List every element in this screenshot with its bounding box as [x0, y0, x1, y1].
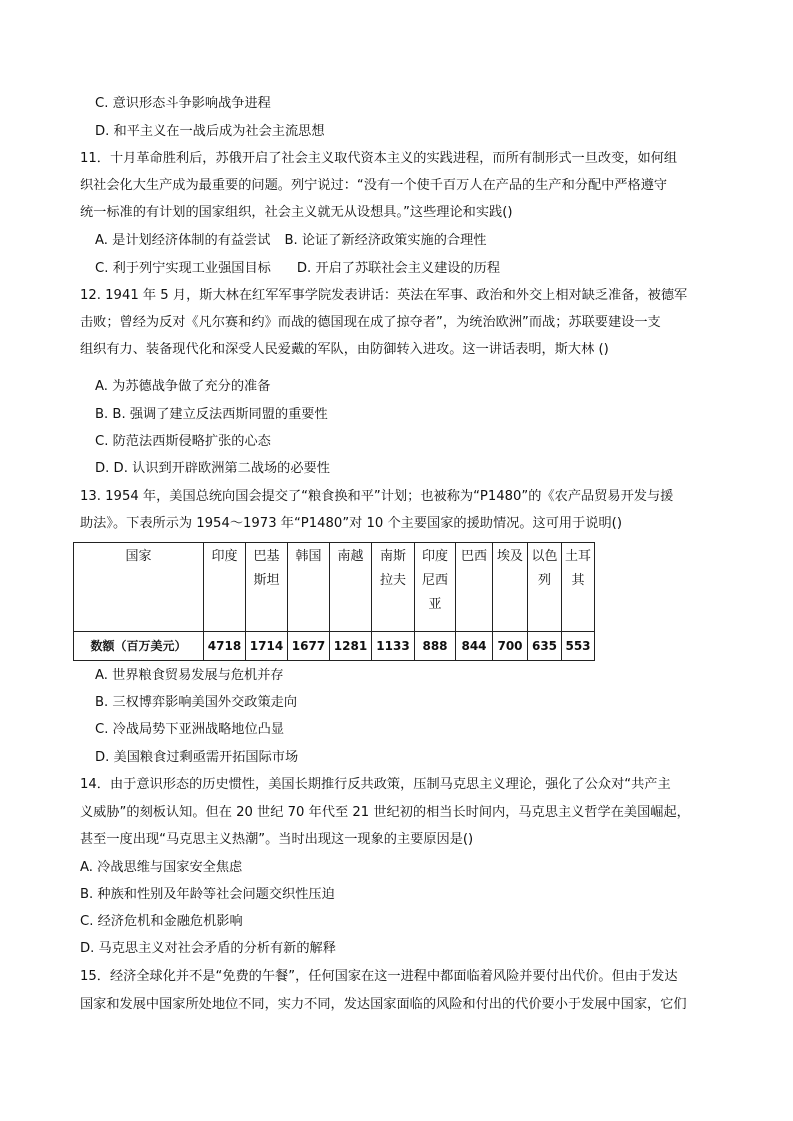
header-text: 国家	[125, 549, 152, 564]
header-cell-south-vietnam	[330, 543, 372, 632]
table-header-row	[74, 543, 595, 632]
q14-option-a: A. 冷战思维与国家安全焦虑	[80, 860, 243, 875]
q11-option-d: D. 开启了苏联社会主义建设的历程	[296, 261, 501, 276]
header-text: 尼西	[421, 573, 448, 588]
header-text: 土耳	[564, 549, 591, 564]
q14-stem-line-1: 14．由于意识形态的历史惯性，美国长期推行反共政策，压制马克思主义理论，强化了公众对“共产主	[80, 777, 671, 792]
value-cell: 700	[493, 632, 528, 661]
table-data-row	[74, 632, 595, 661]
header-text: 埃及	[496, 549, 523, 564]
q13-option-d: D. 美国粮食过剩亟需开拓国际市场	[95, 750, 299, 765]
value-cell: 635	[528, 632, 562, 661]
header-cell-israel	[528, 543, 562, 632]
q11-stem-line-3: 统一标准的有计划的国家组织，社会主义就无从设想具。”这些理论和实践()	[80, 205, 513, 220]
header-text: 斯坦	[253, 573, 280, 588]
q10-option-c: C. 意识形态斗争影响战争进程	[95, 96, 271, 111]
header-text: 以色	[531, 549, 558, 564]
header-cell-turkey	[562, 543, 595, 632]
q14-stem-line-2: 义威胁”的刻板认知。但在 20 世纪 70 年代至 21 世纪初的相当长时间内，马克思主义哲学在美国崛起，	[80, 805, 690, 820]
value-cell: 1714	[246, 632, 288, 661]
header-cell-indonesia	[415, 543, 456, 632]
q15-stem-line-2: 国家和发展中国家所处地位不同，实力不同，发达国家面临的风险和付出的代价要小于发展中国家，它们	[80, 997, 687, 1012]
q14-stem-line-3: 甚至一度出现“马克思主义热潮”。当时出现这一现象的主要原因是()	[80, 832, 474, 847]
q14-option-d: D. 马克思主义对社会矛盾的分析有新的解释	[80, 941, 336, 956]
header-text: 南越	[337, 549, 364, 564]
q13-stem-line-2: 助法》。下表所示为 1954～1973 年“P1480”对 10 个主要国家的援助情况。这可用于说明()	[80, 516, 622, 531]
header-text: 韩国	[295, 549, 322, 564]
header-cell-yugoslavia	[372, 543, 415, 632]
header-text: 亚	[428, 597, 442, 612]
header-cell-brazil	[456, 543, 493, 632]
value-cell: 1677	[288, 632, 330, 661]
value-cell: 553	[562, 632, 595, 661]
q14-option-c: C. 经济危机和金融危机影响	[80, 914, 243, 929]
value-cell: 1133	[372, 632, 415, 661]
value-cell: 844	[456, 632, 493, 661]
q13-option-a: A. 世界粮食贸易发展与危机并存	[95, 668, 284, 683]
q13-stem-line-1: 13. 1954 年，美国总统向国会提交了“粮食换和平”计划；也被称为“P1480”的《农产品贸易开发与援	[80, 489, 674, 504]
q15-stem-line-1: 15．经济全球化并不是“免费的午餐”，任何国家在这一进程中都面临着风险并要付出代价。但由于发达	[80, 969, 678, 984]
aid-table	[73, 542, 595, 661]
q14-option-b: B. 种族和性别及年龄等社会问题交织性压迫	[80, 887, 335, 902]
q12-stem-line-1: 12. 1941 年 5 月，斯大林在红军军事学院发表讲话：英法在军事、政治和外交上相对缺乏准备，被德军	[80, 288, 688, 303]
header-text: 巴西	[460, 549, 487, 564]
q11-stem-line-1: 11．十月革命胜利后，苏俄开启了社会主义取代资本主义的实践进程，而所有制形式一旦改变，如何组	[80, 151, 678, 166]
q12-option-c: C. 防范法西斯侵略扩张的心态	[95, 434, 271, 449]
row-label: 数额（百万美元）	[74, 632, 204, 661]
header-cell-korea	[288, 543, 330, 632]
q11-options-row-2	[95, 260, 500, 278]
value-cell: 888	[415, 632, 456, 661]
header-text: 南斯	[379, 549, 406, 564]
header-text: 拉夫	[379, 573, 406, 588]
header-cell-egypt	[493, 543, 528, 632]
header-cell-india	[204, 543, 246, 632]
q12-stem-line-3: 组织有力、装备现代化和深受人民爱戴的军队，由防御转入进攻。这一讲话表明，斯大林 ()	[80, 342, 609, 357]
value-cell: 1281	[330, 632, 372, 661]
value-cell: 4718	[204, 632, 246, 661]
q11-option-a: A. 是计划经济体制的有益尝试	[95, 233, 271, 248]
header-text: 列	[537, 573, 551, 588]
header-cell-pakistan	[246, 543, 288, 632]
header-text: 巴基	[253, 549, 280, 564]
q12-option-d: D. D. 认识到开辟欧洲第二战场的必要性	[95, 461, 330, 476]
q11-options-row-1	[95, 232, 487, 250]
q13-option-b: B. 三权博弈影响美国外交政策走向	[95, 695, 298, 710]
q13-option-c: C. 冷战局势下亚洲战略地位凸显	[95, 722, 285, 737]
header-text: 印度	[421, 549, 448, 564]
q11-stem-line-2: 织社会化大生产成为最重要的问题。列宁说过：“没有一个使千百万人在产品的生产和分配中严格遵守	[80, 178, 668, 193]
header-text: 印度	[211, 549, 238, 564]
q12-stem-line-2: 击败；曾经为反对《凡尔赛和约》而战的德国现在成了掠夺者”，为统治欧洲”而战；苏联要建设一支	[80, 315, 661, 330]
q12-option-a: A. 为苏德战争做了充分的准备	[95, 379, 271, 394]
q11-option-c: C. 利于列宁实现工业强国目标	[95, 261, 271, 276]
header-cell-country	[74, 543, 204, 632]
header-text: 其	[571, 573, 585, 588]
q10-option-d: D. 和平主义在一战后成为社会主流思想	[95, 124, 325, 139]
q11-option-b: B. 论证了新经济政策实施的合理性	[284, 233, 487, 248]
q12-option-b: B. B. 强调了建立反法西斯同盟的重要性	[95, 407, 328, 422]
